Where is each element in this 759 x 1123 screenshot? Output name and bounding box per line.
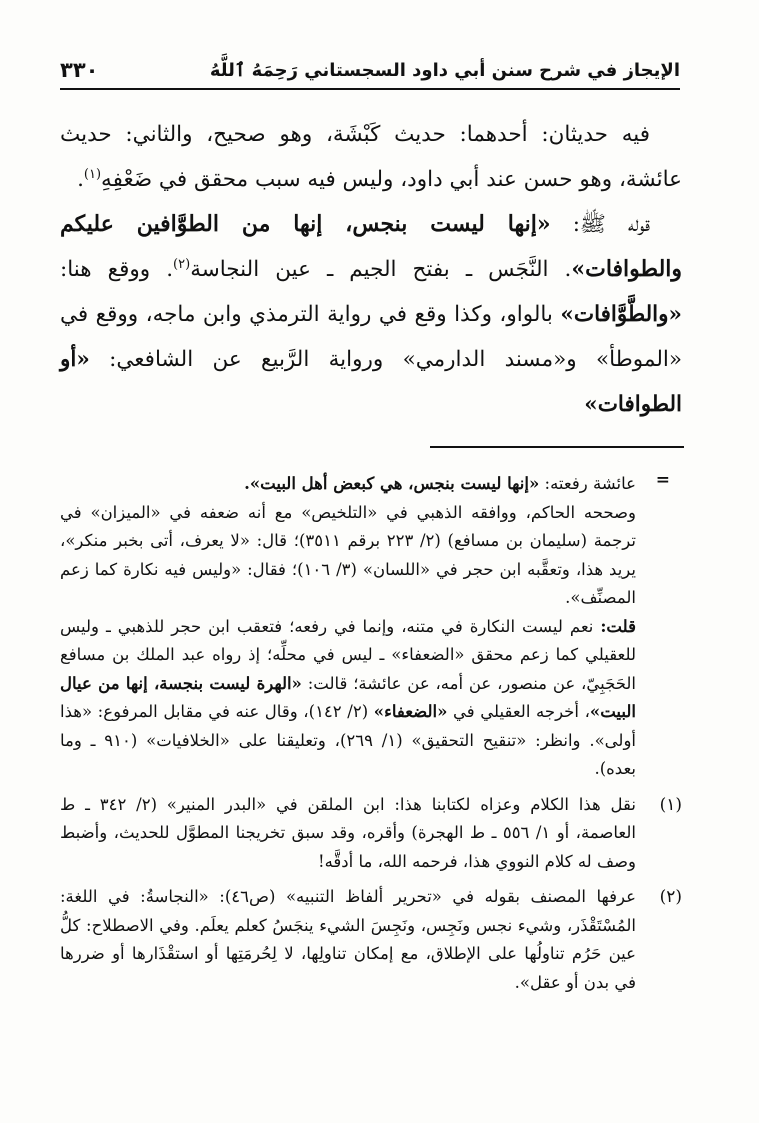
footnote-2-text: عرفها المصنف بقوله في «تحرير ألفاظ التنبيه» (ص٤٦): «النجاسةُ: في اللغة: المُسْتَقْذَر، وشيء نجس ونَجِس، ونَجِسَ الشيء ينجَسُ كعلم يعلَم. وفي الاصطلاح: كلُّ عين حَرُم تناولُها على الإطلاق، مع إمكان تناولِها، لا لِحُرمَتِها أو استقْذَارها أو ضررها في بدن أو عقل».	[60, 887, 637, 992]
book-title: الإيجاز في شرح سنن أبي داود السجستاني رَحِمَهُ ٱللَّهُ	[209, 60, 680, 81]
continuation-p3-book: «الضعفاء»	[373, 702, 448, 721]
paragraph-2-lead: قوله ﷺ:	[572, 212, 650, 237]
running-header	[60, 58, 680, 90]
continuation-qult: قلت:	[600, 616, 636, 636]
continuation-p3-c: ، أخرجه العقيلي في	[453, 702, 590, 721]
paragraph-1-end: .	[77, 167, 84, 192]
main-text	[60, 112, 682, 427]
footnote-1	[60, 791, 682, 877]
continuation-quote: «إنها ليست بنجس، هي كبعض أهل البيت».	[244, 474, 540, 493]
paragraph-2-s1: . النَّجَس ـ بفتح الجيم ـ عين النجاسة	[190, 257, 572, 282]
footnote-separator	[430, 446, 684, 448]
footnote-2-number: (٢)	[659, 887, 682, 907]
paragraph-1-text: فيه حديثان: أحدهما: حديث كَبْشَة، وهو صحيح، والثاني: حديث عائشة، وهو حسن عند أبي داود، وليس فيه سبب محقق في ضَعْفِهِ	[60, 122, 682, 192]
footnote-continuation	[60, 470, 682, 784]
hadith-quote: «إنها ليست بنجس، إنها من الطوَّافين عليكم والطوافات»	[60, 211, 683, 282]
footnote-ref-2[interactable]: (٢)	[173, 256, 191, 272]
paragraph-2-s3: بالواو، وكذا وقع في رواية الترمذي وابن ماجه، ووقع في «الموطأ» و«مسند الدارمي» ورواية الرَّبيع عن الشافعي:	[60, 302, 683, 372]
continuation-p3-quote: «الهرة ليست بنجسة، إنها من عيال البيت»	[60, 673, 637, 721]
footnote-ref-1[interactable]: (١)	[83, 166, 102, 182]
continuation-line-1	[60, 470, 636, 499]
page-number: ٣٣٠	[60, 58, 99, 82]
continuation-p3-a: نعم ليست النكارة في متنه، وإنما في رفعه؛ فتعقب ابن حجر للذهبي ـ وليس للعقيلي كما زعم محقق «الضعفاء» ـ ليس في محلِّه؛ إذ رواه عبد الملك بن مسافع الحَجَبِيّ، عن منصور، عن أمه، عن عائشة؛ قالت:	[60, 616, 636, 693]
paragraph-1	[60, 112, 682, 202]
paragraph-2-b1: «والطَّوَّافات»	[560, 302, 682, 327]
continuation-paragraph-2: وصححه الحاكم، ووافقه الذهبي في «التلخيص» مع أنه ضعفه في «الميزان» في ترجمة (سليمان بن مسافع) (٢/ ٢٢٣ برقم ٣٥١١)؛ قال: «لا يعرف، أتى بخبر منكر»، يريد هذا، وتعقَّبه ابن حجر في «اللسان» (٣/ ١٠٦)؛ فقال: «وليس فيه نكارة كما زعم المصنِّف».	[60, 502, 636, 607]
continuation-p3-e: (٢/ ١٤٢)، وقال عنه في مقابل المرفوع: «هذا أولى». وانظر: «تنقيح التحقيق» (١/ ٢٦٩)، وتعليقنا على «الخلافيات» (٩١٠ ـ وما بعده).	[60, 702, 636, 778]
paragraph-2-b2: «أو الطوافات»	[60, 347, 682, 417]
paragraph-2-s2: . ووقع هنا:	[60, 257, 174, 282]
footnote-2	[60, 883, 682, 997]
footnote-1-number: (١)	[659, 794, 682, 815]
continuation-lead: عائشة رفعته:	[544, 474, 636, 493]
footnote-1-text: نقل هذا الكلام وعزاه لكتابنا هذا: ابن الملقن في «البدر المنير» (٢/ ٣٤٢ ـ ط العاصمة، أو ١/ ٥٥٦ ـ ط الهجرة) وأقره، وقد سبق تخريجنا المطوَّل للحديث، وأضبط وصف له كلام النووي هذا، فرحمه الله، ما أدقَّه!	[60, 794, 636, 871]
continuation-mark: =	[655, 470, 670, 490]
continuation-paragraph-3	[60, 613, 636, 784]
paragraph-2	[60, 202, 682, 427]
footnotes	[60, 470, 682, 997]
